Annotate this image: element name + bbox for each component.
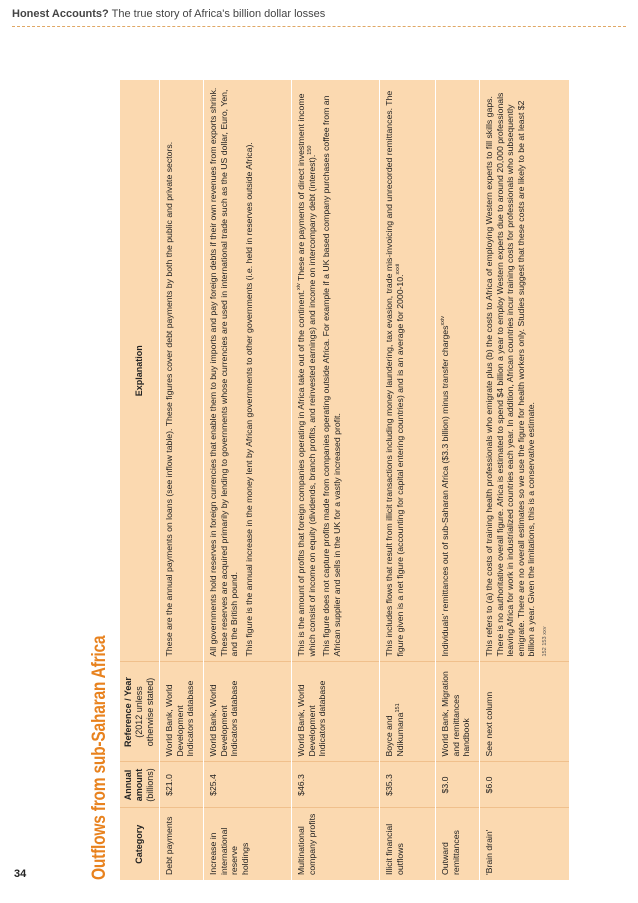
rotated-table-panel	[80, 80, 580, 880]
outflows-table	[120, 80, 570, 880]
footnote-ref: xxv	[541, 626, 548, 635]
table-row	[203, 80, 291, 880]
row-explanation	[291, 80, 379, 662]
table-row	[159, 80, 203, 880]
explanation-paragraph	[296, 85, 317, 657]
footnote-ref: xiv	[296, 283, 303, 290]
table-row	[435, 80, 479, 880]
explanation-text: Individuals' remittances out of sub-Saharan Africa ($3.3 billion) minus transfer charges	[439, 325, 450, 657]
row-category: Illicit financial outflows	[379, 808, 435, 880]
footnote-ref: 152	[541, 647, 548, 657]
header-amount-line1: Annual	[123, 769, 133, 801]
row-explanation	[159, 80, 203, 662]
explanation-paragraph	[384, 85, 405, 657]
explanation-text: This is the amount of profits that foreign companies operating in Africa take out of the continent.	[295, 289, 306, 657]
explanation-text: This includes flows that result from illicit transactions including money laundering, tax evasion, trade mis-invoicing and unrecorded remittances. The figure given is a net figure (accounting for capital entering countries) and is an average for 2000-10.	[383, 90, 405, 657]
row-amount: $6.0	[479, 762, 569, 808]
row-amount: $25.4	[203, 762, 291, 808]
row-amount: $21.0	[159, 762, 203, 808]
explanation-paragraph: This figure is the annual increase in the money lent by African governments to other governments (i.e. held in reserves outside Africa).	[243, 142, 254, 657]
table-row	[291, 80, 379, 880]
row-explanation	[379, 80, 435, 662]
row-category: Debt payments	[159, 808, 203, 880]
header-reference	[120, 662, 159, 762]
row-reference: World Bank, World Development Indicators database	[203, 662, 291, 762]
header-rule	[12, 26, 626, 27]
row-amount: $3.0	[435, 762, 479, 808]
reference-text: Boyce and Ndikumana	[383, 712, 405, 757]
row-explanation	[203, 80, 291, 662]
row-reference: World Bank, World Development Indicators database	[291, 662, 379, 762]
row-amount: $35.3	[379, 762, 435, 808]
header-amount	[120, 762, 159, 808]
section-title: Outflows from sub-Saharan Africa	[89, 635, 110, 880]
header-reference-line1: Reference / Year	[123, 677, 133, 747]
explanation-paragraph: This refers to (a) the costs of training health professionals who emigrate plus (b) the costs to Africa of employing Western experts to fill skills gaps. There is no authoritative overall figure. Africa is estimated to spend $4 billion a year to employ Western experts due to around 20,000 professionals leaving Africa for work in industrialized countries each year. In addition, African countries incur training costs for professionals who subsequently emigrate. There are no overall estimates so we use the figure for health workers only. Studies suggest that these costs are likely to be at least $2 billion a year. Given the limitations, this is a conservative estimate.	[483, 92, 537, 657]
footnote-refs	[541, 626, 551, 657]
header-amount-line3: (billions)	[144, 768, 155, 802]
row-category: Outward remittances	[435, 808, 479, 880]
footnote-ref: xxiv	[440, 316, 447, 326]
row-amount: $46.3	[291, 762, 379, 808]
running-header	[12, 8, 325, 20]
running-header-title: Honest Accounts?	[12, 8, 109, 20]
row-reference: World Bank, World Development Indicators database	[159, 662, 203, 762]
header-category: Category	[120, 808, 159, 880]
row-explanation	[479, 80, 569, 662]
table-header-row	[120, 80, 159, 880]
row-category: 'Brain drain'	[479, 808, 569, 880]
header-reference-line3: otherwise stated)	[144, 677, 155, 747]
footnote-ref: 153	[541, 636, 548, 646]
row-reference: World Bank, Migration and remittances handbook	[435, 662, 479, 762]
header-reference-line2: (2012 unless	[133, 686, 144, 738]
row-explanation	[435, 80, 479, 662]
running-header-subtitle: The true story of Africa's billion dollar losses	[111, 8, 326, 20]
page-number: 34	[14, 868, 27, 880]
footnote-ref: 151	[394, 703, 401, 713]
explanation-paragraph: All governments hold reserves in foreign currencies that enable them to buy imports and pay foreign debts if their own revenues from exports shrink. These reserves are acquired primarily by lending to governments whose currencies are used in international trade such as the US dollar, Euro, Yen, and the British pound.	[207, 87, 240, 657]
explanation-paragraph	[440, 85, 451, 657]
row-category: Multinational company profits	[291, 808, 379, 880]
explanation-text: These are payments of direct investment income which consist of income on equity (dividends, branch profits, and reinvested earnings) and income on intercompany debt (interest).	[295, 93, 317, 657]
header-amount-line2: amount	[133, 768, 144, 802]
row-reference: See next column	[479, 662, 569, 762]
table-row	[379, 80, 435, 880]
table-row	[479, 80, 569, 880]
footnote-ref: 150	[306, 145, 313, 155]
header-explanation: Explanation	[120, 80, 159, 662]
explanation-paragraph: These are the annual payments on loans (see inflow table). These figures cover debt payments by both the public and private sectors.	[163, 141, 174, 657]
explanation-paragraph: This figure does not capture profits made from companies operating outside Africa. For example if a UK based company purchases coffee from an African supplier and sells in the UK for a vastly increased profit.	[321, 95, 342, 657]
row-category: Increase in international reserve holdings	[203, 808, 291, 880]
row-reference	[379, 662, 435, 762]
footnote-ref: xxxii	[394, 263, 401, 275]
